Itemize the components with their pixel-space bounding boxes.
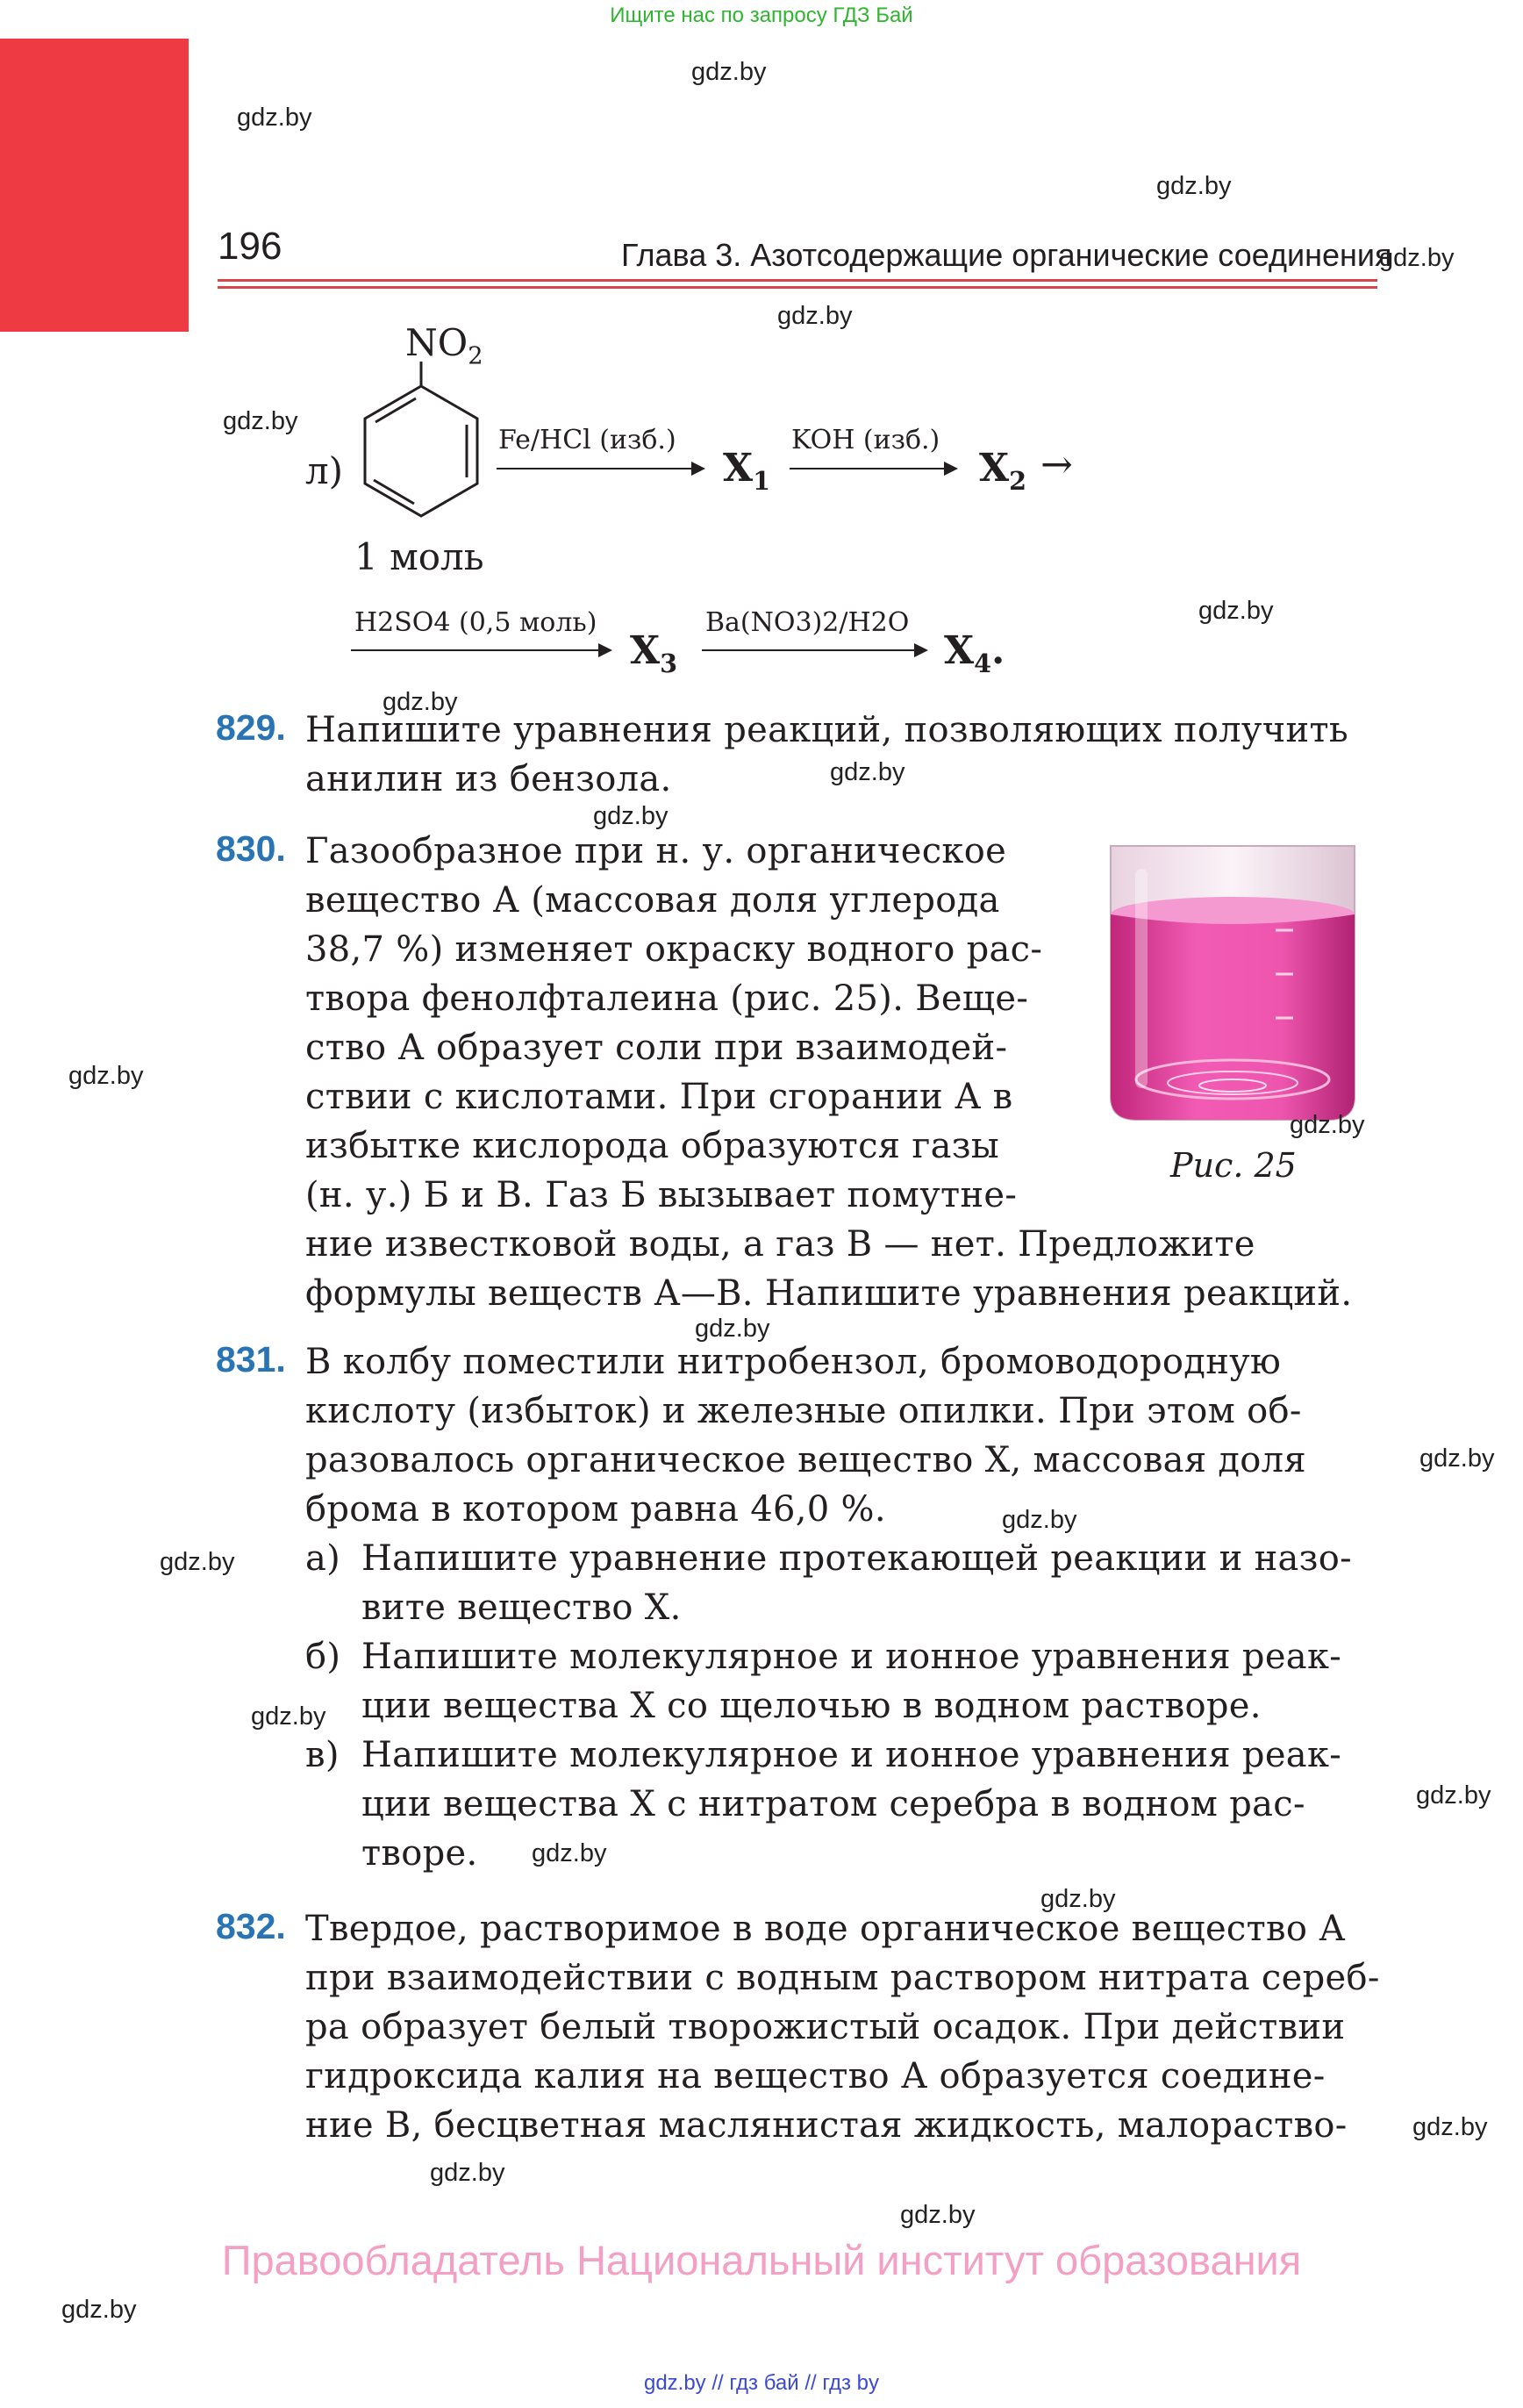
watermark: gdz.by bbox=[532, 1839, 607, 1867]
subitem-b-label: б) bbox=[305, 1637, 341, 1677]
watermark: gdz.by bbox=[251, 1702, 326, 1731]
subitem-b-line-1: Напишите молекулярное и ионное уравнения реак- bbox=[361, 1637, 1342, 1677]
page-number: 196 bbox=[218, 225, 282, 268]
subitem-a-label: а) bbox=[305, 1538, 341, 1579]
problem-number-830: 830. bbox=[216, 828, 286, 869]
subitem-c-line-2: ции вещества X с нитратом серебра в водном рас- bbox=[361, 1784, 1305, 1824]
beaker-figure bbox=[1091, 842, 1372, 1123]
problem-831-line-4: брома в котором равна 46,0 %. bbox=[305, 1489, 886, 1530]
step1-reagent: Fe/HCl (изб.) bbox=[498, 425, 676, 455]
watermark: gdz.by bbox=[383, 688, 458, 716]
problem-830-line-1: Газообразное при н. у. органическое bbox=[305, 831, 1007, 871]
figure-caption: Рис. 25 bbox=[1170, 1146, 1297, 1185]
product-x1: $X_1$ bbox=[723, 446, 771, 496]
scheme-item-label: л) bbox=[305, 449, 344, 492]
watermark: gdz.by bbox=[61, 2296, 137, 2324]
problem-830-line-9: ние известковой воды, а газ В — нет. Предложите bbox=[305, 1224, 1255, 1265]
watermark: gdz.by bbox=[593, 802, 669, 830]
nitro-group-label: $NO_2$ bbox=[405, 321, 483, 370]
watermark: gdz.by bbox=[1412, 2113, 1488, 2141]
problem-832-line-4: гидроксида калия на вещество А образуется соедине- bbox=[305, 2056, 1326, 2096]
product-x3: $X_3$ bbox=[630, 628, 678, 678]
product-x2: $X_2$ bbox=[979, 446, 1027, 496]
watermark: gdz.by bbox=[160, 1548, 235, 1576]
watermark: gdz.by bbox=[1198, 597, 1274, 625]
problem-830-line-7: избытке кислорода образуются газы bbox=[305, 1126, 999, 1166]
watermark: gdz.by bbox=[691, 58, 767, 86]
problem-number-829: 829. bbox=[216, 707, 286, 748]
copyright-owner: Правообладатель Национальный институт образования bbox=[221, 2237, 1302, 2283]
problem-830-line-10: формулы веществ А—В. Напишите уравнения реакций. bbox=[305, 1273, 1353, 1314]
problem-830-line-4: твора фенолфталеина (рис. 25). Веще- bbox=[305, 978, 1029, 1019]
watermark: gdz.by bbox=[1002, 1506, 1077, 1534]
header-rule-top bbox=[218, 279, 1377, 282]
problem-830-line-5: ство А образует соли при взаимодей- bbox=[305, 1028, 1008, 1068]
watermark: gdz.by bbox=[237, 104, 312, 132]
problem-831-line-2: кислоту (избыток) и железные опилки. При этом об- bbox=[305, 1391, 1302, 1431]
top-banner[interactable]: Ищите нас по запросу ГДЗ Бай bbox=[610, 4, 913, 27]
subitem-c-line-3: творе. bbox=[361, 1833, 478, 1874]
watermark: gdz.by bbox=[695, 1315, 770, 1343]
problem-number-832: 832. bbox=[216, 1906, 286, 1946]
problem-831-line-1: В колбу поместили нитробензол, бромоводородную bbox=[305, 1342, 1282, 1382]
benzene-ring-icon bbox=[351, 360, 491, 535]
step3-arrow bbox=[351, 649, 611, 651]
step3-reagent: H2SO4 (0,5 моль) bbox=[354, 607, 597, 638]
subitem-c-label: в) bbox=[305, 1735, 340, 1775]
subitem-a-line-2: вите вещество X. bbox=[361, 1587, 682, 1628]
watermark: gdz.by bbox=[1379, 244, 1455, 272]
subitem-c-line-1: Напишите молекулярное и ионное уравнения реак- bbox=[361, 1735, 1342, 1775]
problem-830-line-8: (н. у.) Б и В. Газ Б вызывает помутне- bbox=[305, 1175, 1018, 1215]
amount-label: 1 моль bbox=[354, 535, 484, 578]
problem-number-831: 831. bbox=[216, 1339, 286, 1380]
subitem-b-line-2: ции вещества X со щелочью в водном растворе. bbox=[361, 1686, 1262, 1726]
watermark: gdz.by bbox=[223, 407, 298, 435]
problem-829-line-1: Напишите уравнения реакций, позволяющих получить bbox=[305, 710, 1348, 750]
problem-829-line-2: анилин из бензола. bbox=[305, 759, 672, 799]
problem-832-line-1: Твердое, растворимое в воде органическое вещество А bbox=[305, 1909, 1346, 1949]
step4-arrow bbox=[702, 649, 926, 651]
watermark: gdz.by bbox=[1290, 1111, 1365, 1139]
watermark: gdz.by bbox=[1040, 1885, 1116, 1913]
product-x4: $X_4$. bbox=[944, 628, 1005, 678]
problem-832-line-2: при взаимодействии с водным раствором нитрата сереб- bbox=[305, 1958, 1380, 1998]
chapter-color-tab bbox=[0, 39, 189, 332]
watermark: gdz.by bbox=[1156, 172, 1232, 200]
watermark: gdz.by bbox=[430, 2159, 505, 2187]
watermark: gdz.by bbox=[900, 2201, 976, 2229]
step4-reagent: Ba(NO3)2/H2O bbox=[705, 607, 910, 638]
problem-830-line-6: ствии с кислотами. При сгорании А в bbox=[305, 1077, 1013, 1117]
chapter-title: Глава 3. Азотсодержащие органические соединения bbox=[621, 237, 1392, 273]
bottom-links[interactable]: gdz.by // гдз бай // гдз by bbox=[643, 2371, 880, 2395]
subitem-a-line-1: Напишите уравнение протекающей реакции и назо- bbox=[361, 1538, 1352, 1579]
problem-830-line-2: вещество А (массовая доля углерода bbox=[305, 880, 1000, 921]
watermark: gdz.by bbox=[1419, 1444, 1495, 1473]
watermark: gdz.by bbox=[830, 758, 905, 786]
continuation-arrow-icon: → bbox=[1040, 442, 1073, 487]
step2-arrow bbox=[790, 468, 956, 469]
problem-830-line-3: 38,7 %) изменяет окраску водного рас- bbox=[305, 929, 1043, 970]
header-rule-bottom bbox=[218, 286, 1377, 289]
problem-832-line-5: ние В, бесцветная маслянистая жидкость, малораство- bbox=[305, 2105, 1348, 2146]
step2-reagent: KOH (изб.) bbox=[791, 425, 940, 455]
watermark: gdz.by bbox=[1416, 1781, 1491, 1810]
problem-831-line-3: разовалось органическое вещество X, массовая доля bbox=[305, 1440, 1306, 1480]
step1-arrow bbox=[497, 468, 704, 469]
watermark: gdz.by bbox=[777, 302, 853, 330]
problem-832-line-3: ра образует белый творожистый осадок. При действии bbox=[305, 2007, 1346, 2047]
watermark: gdz.by bbox=[68, 1062, 144, 1090]
